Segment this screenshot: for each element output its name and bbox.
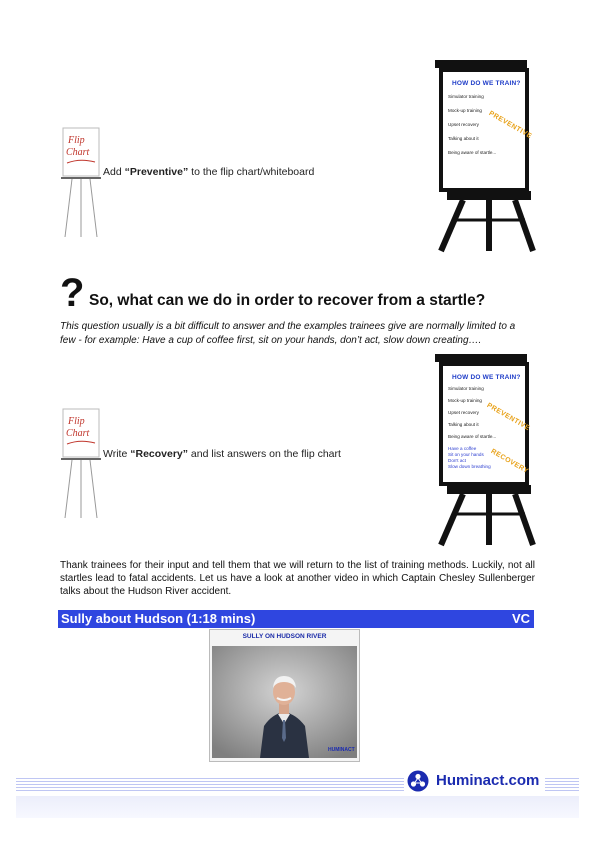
mini-flip-line2: Chart bbox=[66, 147, 90, 158]
recovery-line: Slow down breathing bbox=[448, 464, 491, 469]
video-title-bar[interactable] bbox=[58, 610, 534, 628]
footer-brand[interactable]: Huminact.com bbox=[436, 772, 540, 789]
flipchart-line: Simulator training bbox=[448, 386, 484, 391]
flipchart-line: Upset recovery bbox=[448, 410, 479, 415]
recovery-line: Don't act bbox=[448, 458, 466, 463]
flipchart-line: Mock-up training bbox=[448, 108, 482, 113]
video-thumb-title: SULLY ON HUDSON RIVER bbox=[242, 633, 327, 640]
recovery-line: Have a coffee bbox=[448, 446, 477, 451]
recovery-line: Sit on your hands bbox=[448, 452, 484, 457]
footer-stripes bbox=[16, 778, 404, 792]
flipchart-line: Being aware of startle... bbox=[448, 150, 497, 155]
flipchart-line: Mock-up training bbox=[448, 398, 482, 403]
video-title: Sully about Hudson (1:18 mins) bbox=[61, 611, 256, 626]
flipchart-title: HOW DO WE TRAIN? bbox=[452, 374, 521, 381]
flipchart-line: Simulator training bbox=[448, 94, 484, 99]
flipchart-line: Upset recovery bbox=[448, 122, 479, 127]
flip-chart-icon bbox=[60, 127, 102, 239]
flipchart-recovery bbox=[433, 352, 543, 547]
preventive-stamp: PREVENTIVE bbox=[485, 402, 531, 433]
instruction-preventive: Add “Preventive” to the flip chart/whiteboard bbox=[103, 166, 315, 178]
body-paragraph: Thank trainees for their input and tell them that we will return to the list of training methods. Luckily, not all startles lead to fatal accidents. Let us have a look at another video in which Captain Chesley Sullenberger talks about the Hudson River accident. bbox=[60, 560, 535, 597]
footer-stripes-right bbox=[545, 778, 579, 792]
footer-band bbox=[16, 796, 579, 818]
flipchart-line: Talking about it bbox=[448, 136, 479, 141]
question-description: This question usually is a bit difficult to answer and the examples trainees give are normally limited to a few - for example: Have a cup of coffee first, sit on your hands, don’t act, slow down creating…. bbox=[60, 321, 516, 346]
flip-chart-icon bbox=[60, 408, 102, 520]
flipchart-board bbox=[439, 68, 533, 192]
recovery-stamp: RECOVERY bbox=[489, 448, 530, 476]
preventive-stamp: PREVENTIVE bbox=[487, 110, 533, 141]
mini-flip-line1: Flip bbox=[68, 416, 85, 427]
flipchart-line: Talking about it bbox=[448, 422, 479, 427]
instruction-recovery: Write “Recovery” and list answers on the flip chart bbox=[103, 448, 341, 460]
huminact-logo-icon bbox=[407, 770, 429, 792]
flipchart-title: HOW DO WE TRAIN? bbox=[452, 80, 521, 87]
mini-flip-line1: Flip bbox=[68, 135, 85, 146]
question-mark-icon: ? bbox=[60, 271, 85, 315]
video-thumb-logo: HUMINACT bbox=[328, 747, 355, 753]
video-tag: VC bbox=[511, 611, 530, 626]
section-heading: So, what can we do in order to recover from a startle? bbox=[89, 292, 486, 309]
flipchart-board bbox=[439, 362, 529, 486]
flipchart-preventive bbox=[433, 58, 543, 253]
flipchart-line: Being aware of startle... bbox=[448, 434, 497, 439]
video-thumbnail[interactable] bbox=[209, 629, 360, 762]
mini-flip-line2: Chart bbox=[66, 428, 90, 439]
video-still bbox=[212, 646, 357, 758]
